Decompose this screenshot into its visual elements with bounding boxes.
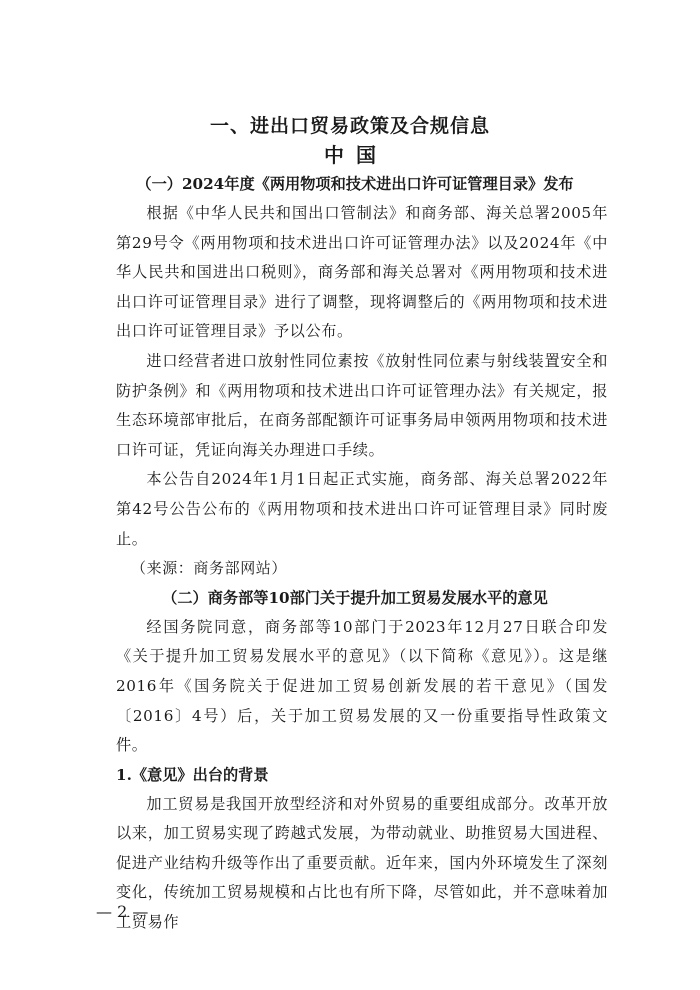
item-1-paragraph-2: 进口经营者进口放射性同位素按《放射性同位素与射线装置安全和防护条例》和《两用物项和技术进出口许可证管理办法》有关规定，报生态环境部审批后，在商务部配额许可证事务局申领两用物项和技术进口许可证，凭证向海关办理进口手续。 <box>116 351 608 459</box>
item-1-paragraph-1: 根据《中华人民共和国出口管制法》和商务部、海关总署2005年第29号令《两用物项和技术进出口许可证管理办法》以及2024年《中华人民共和国进出口税则》，商务部和海关总署对《两用物项和技术进出口许可证管理目录》进行了调整，现将调整后的《两用物项和技术进出口许可证管理目录》予以公布。 <box>116 204 608 341</box>
item-2-subheading: 1.《意见》出台的背景 <box>116 765 269 784</box>
country-heading: 中国 <box>324 143 388 167</box>
item-1-paragraph-3: 本公告自2024年1月1日起正式实施，商务部、海关总署2022年第42号公告公布的《两用物项和技术进出口许可证管理目录》同时废止。 <box>116 470 608 548</box>
item-2-paragraph-1: 经国务院同意，商务部等10部门于2023年12月27日联合印发《关于提升加工贸易发展水平的意见》（以下简称《意见》）。这是继2016年《国务院关于促进加工贸易创新发展的若干意见》（国发〔2016〕4号）后，关于加工贸易发展的又一份重要指导性政策文件。 <box>116 617 608 755</box>
item-2-heading: （二）商务部等10部门关于提升加工贸易发展水平的意见 <box>162 588 548 607</box>
item-1-heading: （一）2024年度《两用物项和技术进出口许可证管理目录》发布 <box>136 175 574 193</box>
page-number: — 2 — <box>96 902 149 921</box>
section-heading: 一、进出口贸易政策及合规信息 <box>209 115 490 137</box>
document-body <box>116 170 608 938</box>
item-1-source: （来源：商务部网站） <box>131 559 288 578</box>
item-2-sub-paragraph-1: 加工贸易是我国开放型经济和对外贸易的重要组成部分。改革开放以来，加工贸易实现了跨越式发展，为带动就业、助推贸易大国进程、促进产业结构升级等作出了重要贡献。近年来，国内外环境发生了深刻变化，传统加工贸易规模和占比也有所下降，尽管如此，并不意味着加工贸易作 <box>116 794 608 932</box>
